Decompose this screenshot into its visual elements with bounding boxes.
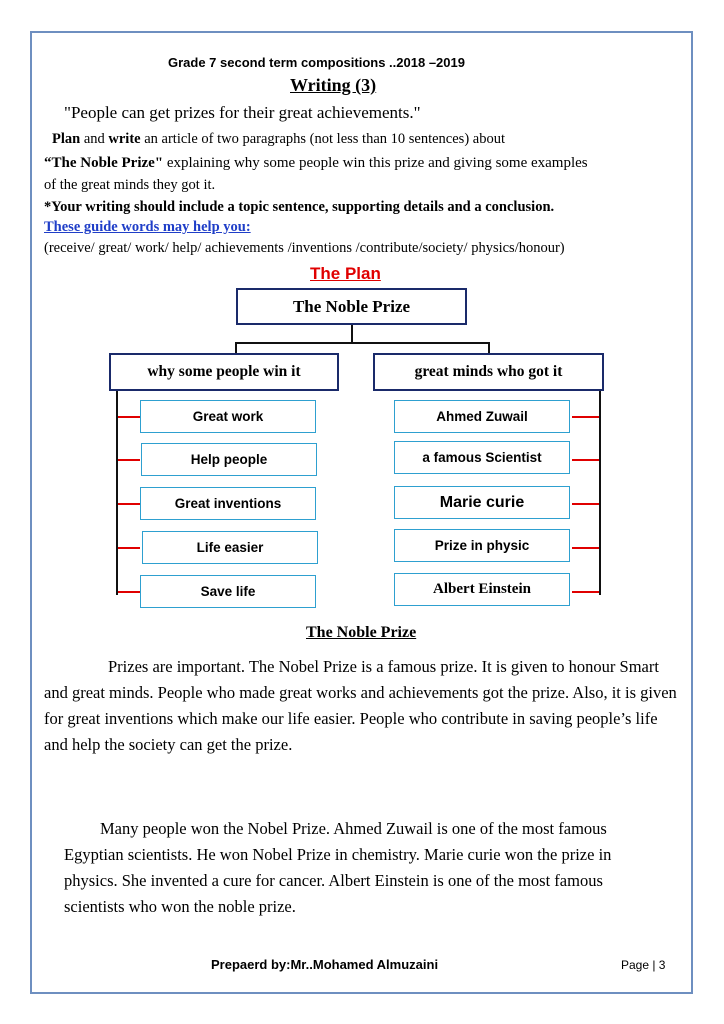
footer-author: Prepaerd by:Mr..Mohamed Almuzaini [211,957,439,972]
connector [572,547,599,549]
prompt-quote: "People can get prizes for their great achievements." [64,103,421,122]
page-title: Writing (3) [290,75,377,95]
connector [572,416,599,418]
left-item: Save life [140,575,316,608]
guide-words: (receive/ great/ work/ help/ achievements /inventions /contribute/society/ physics/honour) [44,240,565,256]
connector [118,591,140,593]
left-item: Great inventions [140,487,316,520]
left-item: Help people [141,443,317,476]
right-item: Albert Einstein [394,573,570,606]
connector [118,416,140,418]
right-spine [599,391,601,595]
instruction-line-3: of the great minds they got it. [44,177,216,193]
essay-title: The Noble Prize [306,624,417,641]
instruction-line-4: *Your writing should include a topic sentence, supporting details and a conclusion. [44,199,555,215]
connector [118,547,140,549]
plan-center-box: The Noble Prize [236,288,467,325]
connector [118,459,140,461]
right-item: a famous Scientist [394,441,570,474]
essay-paragraph-2: Many people won the Nobel Prize. Ahmed Zuwail is one of the most famous Egyptian scientists. He won Nobel Prize in chemistry. Marie curie won the prize in physics. She invented a cure for cancer. Albert Einstein is one of the most famous scientists who won the noble prize. [64,819,612,916]
left-item: Life easier [142,531,318,564]
connector [572,503,599,505]
essay-paragraph-1: Prizes are important. The Nobel Prize is a famous prize. It is given to honour Smart and great minds. People who made great works and achievements got the prize. Also, it is given for great inventions which make our life easier. People who contribute in saving people’s life and help the society can get the prize. [44,657,677,754]
right-item: Prize in physic [394,529,570,562]
right-item: Marie curie [394,486,570,519]
connector [572,459,599,461]
instruction-line-1: Plan and write an article of two paragraphs (not less than 10 sentences) about [52,131,505,147]
right-category-box: great minds who got it [373,353,604,391]
left-item: Great work [140,400,316,433]
right-item: Ahmed Zuwail [394,400,570,433]
connector [351,325,353,343]
connector [118,503,140,505]
connector [236,342,489,344]
plan-heading: The Plan [310,264,381,283]
connector [572,591,599,593]
instruction-line-2: “The Noble Prize" explaining why some people win this prize and giving some examples [44,155,588,171]
left-category-box: why some people win it [109,353,339,391]
guide-words-heading: These guide words may help you: [44,219,251,235]
page-number: Page | 3 [621,958,666,972]
course-header: Grade 7 second term compositions ..2018 –2019 [168,55,465,70]
left-spine [116,391,118,595]
